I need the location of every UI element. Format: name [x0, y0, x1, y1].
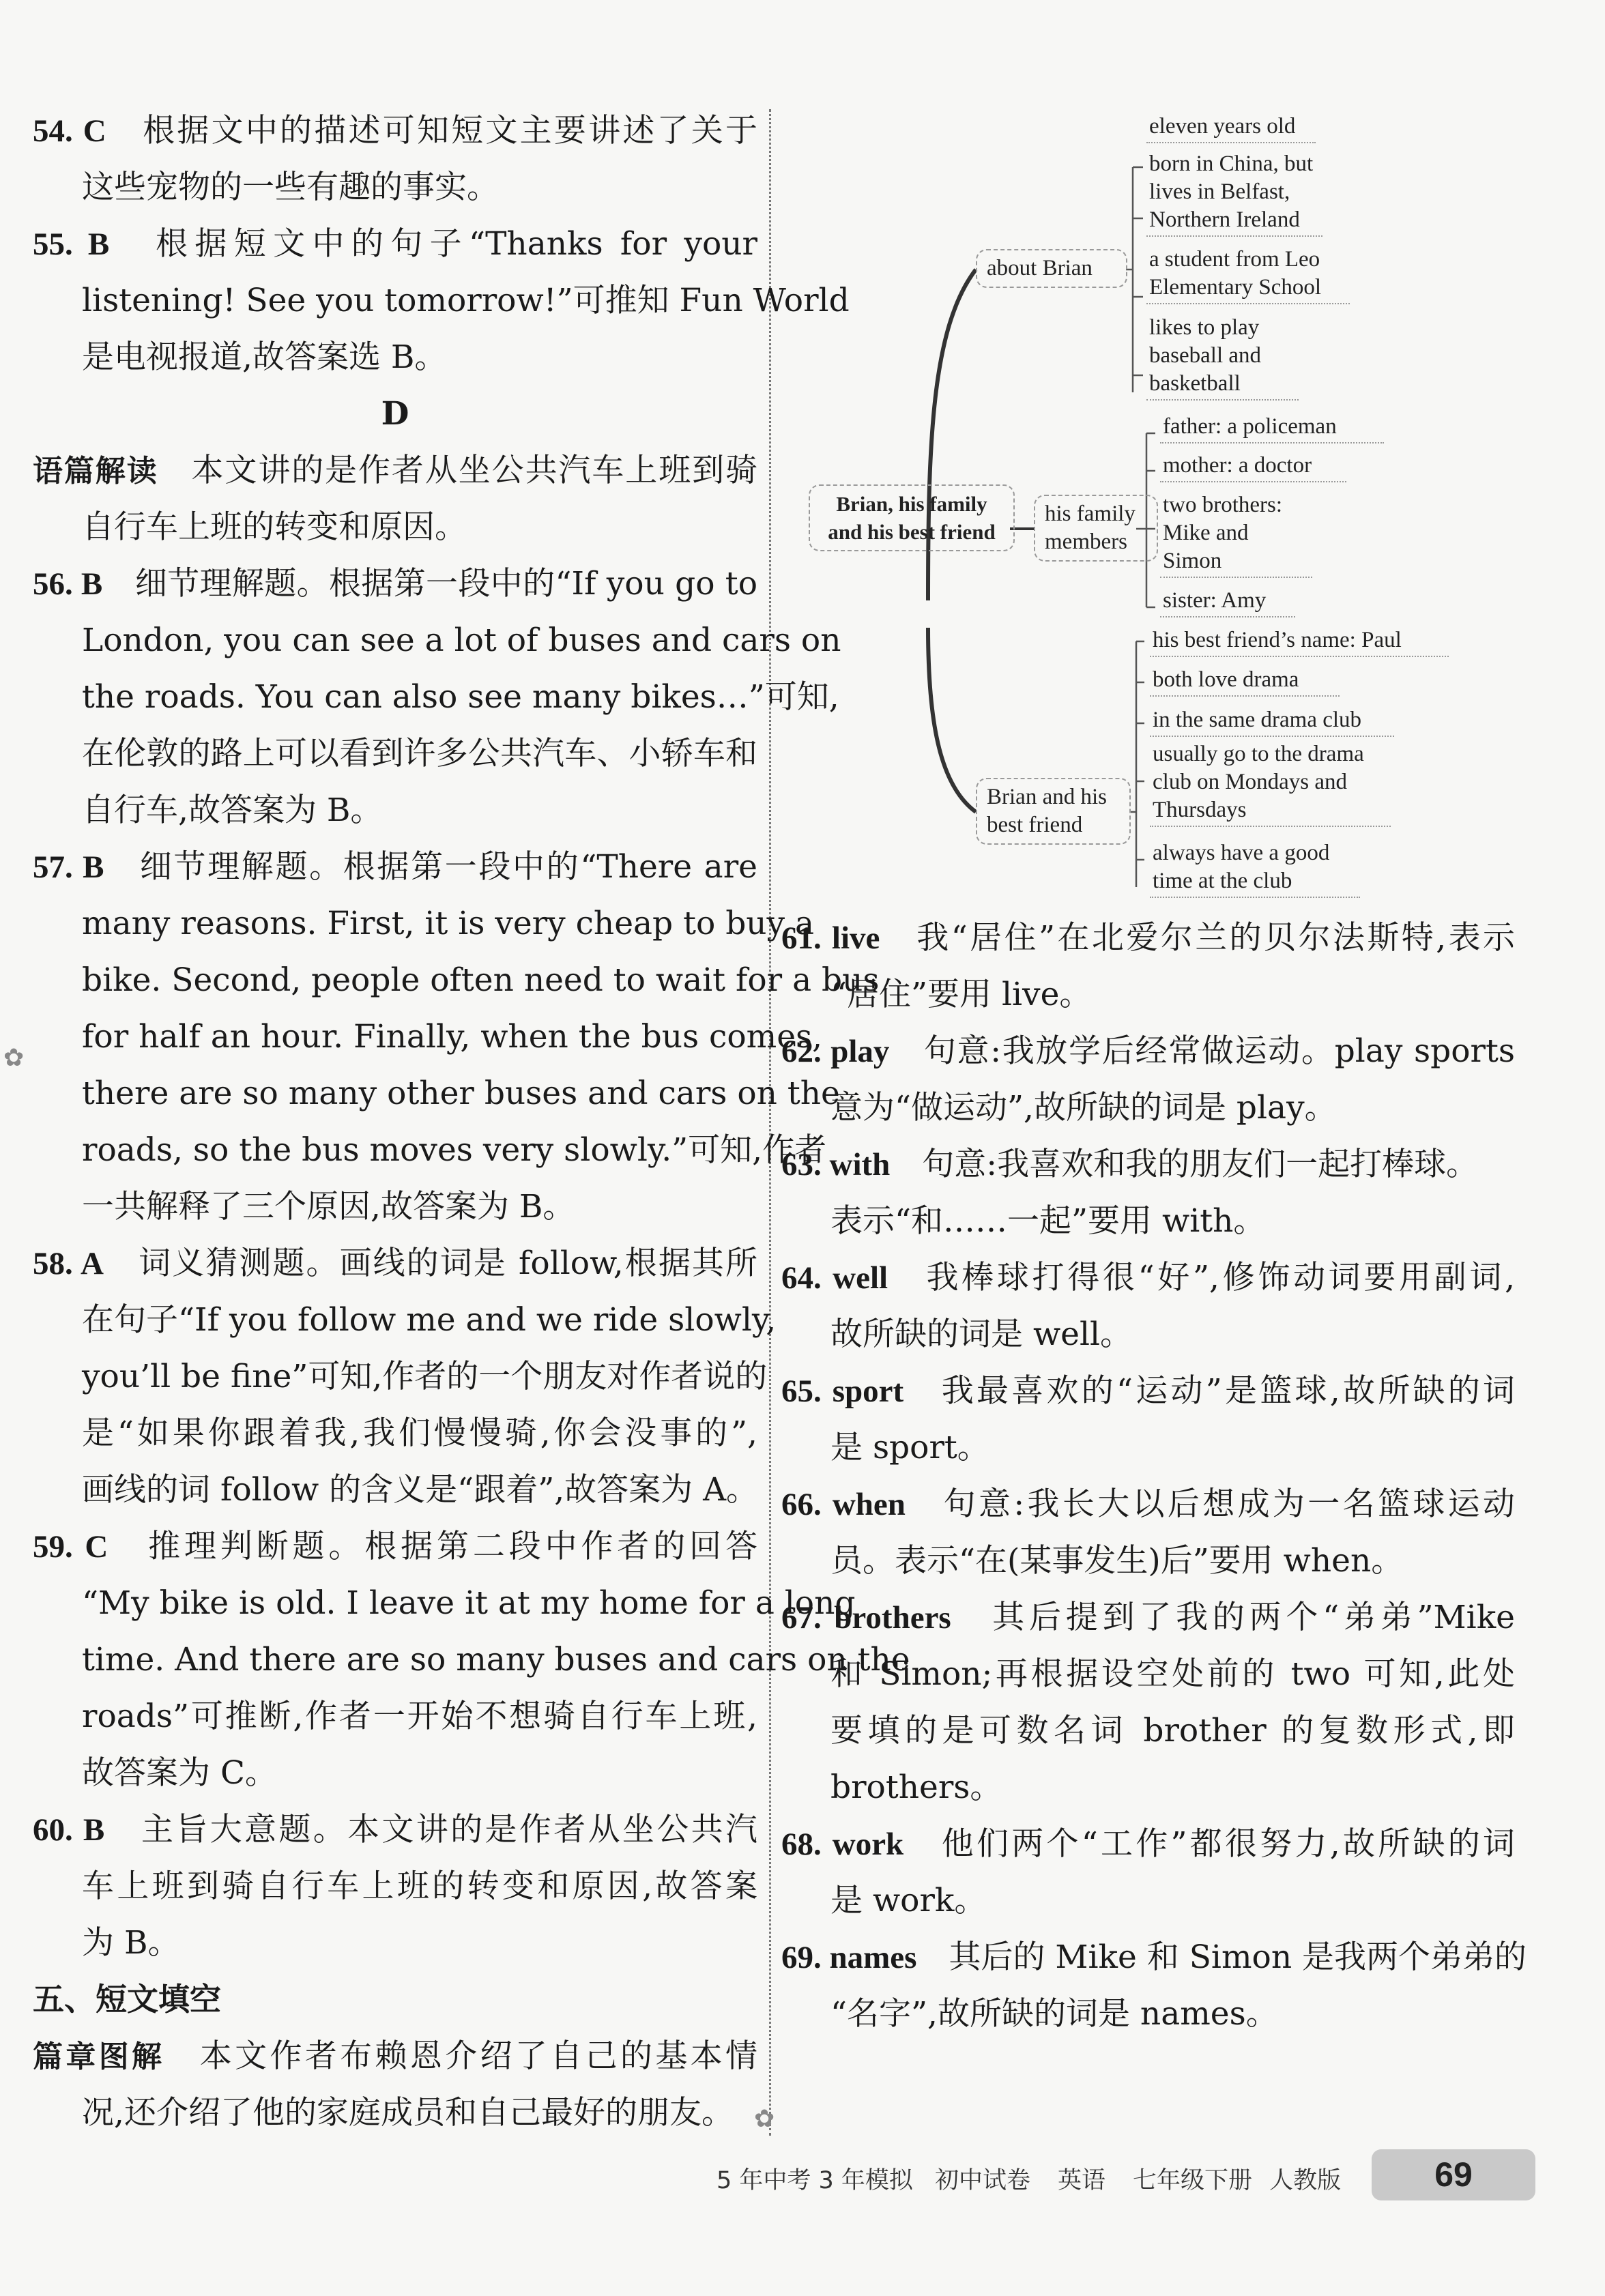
- text-line: [781, 910, 1515, 966]
- question-number: 67. brothers: [781, 1600, 951, 1636]
- line-text: D: [381, 395, 409, 433]
- line-text: 是电视报道,故答案选 B。: [82, 338, 447, 376]
- question-number: 54. C: [33, 113, 106, 149]
- mindmap-leaf: his best friend’s name: Paul: [1150, 626, 1449, 657]
- question-number: 63. with: [781, 1147, 891, 1182]
- question-number: 55. B: [33, 227, 110, 262]
- line-text: 我“居住”在北爱尔兰的贝尔法斯特,表示: [916, 919, 1516, 957]
- line-text: 是 work。: [830, 1882, 987, 1919]
- mindmap-leaf: in the same drama club: [1150, 706, 1394, 737]
- text-line: [33, 102, 757, 159]
- line-text: 画线的词 follow 的含义是“跟着”,故答案为 A。: [82, 1471, 759, 1509]
- line-text: 词义猜测题。画线的词是 follow,根据其所: [139, 1245, 757, 1282]
- mindmap-leaf: eleven years old: [1146, 113, 1316, 143]
- page-number: 69: [1372, 2149, 1535, 2200]
- text-line: [781, 1193, 1515, 1249]
- text-line: [33, 159, 757, 216]
- line-text: 是 sport。: [830, 1429, 989, 1466]
- line-text: 在伦敦的路上可以看到许多公共汽车、小轿车和: [82, 735, 757, 772]
- text-line: [781, 1079, 1515, 1136]
- text-line: [33, 1405, 757, 1462]
- text-line: [33, 1122, 827, 1178]
- section-keyword: 篇章图解: [33, 2039, 165, 2074]
- line-text: 故所缺的词是 well。: [830, 1316, 1133, 1353]
- section-letter: [33, 386, 757, 442]
- line-text: you’ll be fine”可知,作者的一个朋友对作者说的: [82, 1358, 768, 1395]
- line-text: 句意:我喜欢和我的朋友们一起打棒球。: [922, 1146, 1479, 1183]
- line-text: there are so many other buses and cars on the: [82, 1075, 840, 1112]
- line-text: 员。表示“在(某事发生)后”要用 when。: [830, 1542, 1404, 1580]
- mindmap-leaf: father: a policeman: [1160, 413, 1384, 444]
- text-line: [781, 1476, 1515, 1532]
- line-text: 根据短文中的句子“Thanks for your: [156, 225, 757, 263]
- line-text: 和 Simon;再根据设空处前的 two 可知,此处: [830, 1655, 1515, 1693]
- text-line: [33, 1745, 757, 1801]
- question-number: 58. A: [33, 1246, 104, 1281]
- line-text: brothers。: [830, 1769, 1002, 1806]
- question-number: 69. names: [781, 1940, 917, 1975]
- right-column: [781, 910, 1527, 2042]
- text-line: [33, 895, 815, 952]
- text-line: [33, 839, 757, 895]
- text-line: [781, 1872, 1515, 1929]
- text-line: [781, 1249, 1515, 1306]
- footer-subject: 英语: [1058, 2167, 1106, 2194]
- line-text: 自行车上班的转变和原因。: [82, 508, 467, 546]
- mindmap-center-node: Brian, his family and his best friend: [809, 484, 1015, 551]
- text-line: [33, 1462, 757, 1518]
- mindmap-leaf: two brothers: Mike and Simon: [1160, 491, 1312, 578]
- footer-edition: 人教版: [1269, 2167, 1342, 2194]
- text-line: [33, 1575, 856, 1631]
- text-line: [781, 1929, 1527, 1986]
- line-text: London, you can see a lot of buses and cars on: [82, 622, 841, 659]
- text-line: [33, 216, 757, 272]
- line-text: 为 B。: [82, 1924, 180, 1962]
- text-line: [33, 669, 839, 725]
- text-line: [33, 329, 757, 386]
- footer-type: 初中试卷: [935, 2167, 1031, 2194]
- line-text: 本文作者布赖恩介绍了自己的基本情: [199, 2037, 758, 2075]
- binding-mark-icon: ✿: [754, 2105, 775, 2133]
- mindmap-leaf: both love drama: [1150, 666, 1340, 697]
- line-text: 要填的是可数名词 brother 的复数形式,即: [830, 1712, 1515, 1749]
- mindmap-leaf: a student from Leo Elementary School: [1146, 246, 1350, 304]
- text-line: [33, 2084, 757, 2141]
- line-text: 本文讲的是作者从坐公共汽车上班到骑: [191, 452, 758, 489]
- text-line: [33, 725, 757, 782]
- line-text: 主旨大意题。本文讲的是作者从坐公共汽: [141, 1811, 758, 1848]
- question-number: 57. B: [33, 849, 104, 885]
- line-text: 一共解释了三个原因,故答案为 B。: [82, 1188, 575, 1225]
- footer-book: 5 年中考 3 年模拟: [717, 2167, 913, 2194]
- line-text: 在句子“If you follow me and we ride slowly,: [82, 1301, 777, 1339]
- line-text: 细节理解题。根据第一段中的“There are: [139, 848, 757, 886]
- line-text: the roads. You can also see many bikes…”可知,: [82, 678, 839, 716]
- line-text: 是“如果你跟着我,我们慢慢骑,你会没事的”,: [82, 1414, 757, 1452]
- text-line: [33, 1065, 840, 1122]
- line-text: 表示“和……一起”要用 with。: [830, 1202, 1266, 1240]
- text-line: [781, 1759, 1515, 1816]
- mindmap-leaf: mother: a doctor: [1160, 452, 1346, 482]
- text-line: [33, 1688, 757, 1745]
- mindmap-leaf: likes to play baseball and basketball: [1146, 314, 1299, 401]
- binding-mark-icon: ✿: [3, 1044, 25, 1072]
- text-line: [33, 782, 757, 839]
- text-line: [781, 1589, 1515, 1646]
- section-keyword: 语篇解读: [33, 454, 158, 489]
- line-text: 五、短文填空: [33, 1981, 221, 2018]
- mindmap-branch-best-friend: Brian and his best friend: [976, 778, 1131, 845]
- line-text: “居住”要用 live。: [830, 976, 1092, 1013]
- question-number: 65. sport: [781, 1374, 904, 1409]
- question-number: 61. live: [781, 920, 880, 956]
- mindmap-leaf: born in China, but lives in Belfast, Northern Ireland: [1146, 150, 1322, 237]
- line-text: 况,还介绍了他的家庭成员和自己最好的朋友。: [82, 2094, 734, 2132]
- line-text: 其后的 Mike 和 Simon 是我两个弟弟的: [949, 1938, 1527, 1976]
- text-line: [33, 555, 757, 612]
- text-line: [33, 1631, 910, 1688]
- text-line: [33, 1858, 757, 1915]
- footer-grade: 七年级下册: [1133, 2167, 1253, 2194]
- mind-map: [781, 102, 1515, 901]
- line-text: bike. Second, people often need to wait for a bus: [82, 961, 880, 999]
- text-line: [781, 1646, 1515, 1702]
- line-text: 句意:我放学后经常做运动。play sports: [923, 1032, 1516, 1070]
- text-line: [33, 499, 757, 555]
- line-text: 细节理解题。根据第一段中的“If you go to: [134, 565, 757, 602]
- text-line: [781, 1306, 1515, 1363]
- question-number: 56. B: [33, 566, 103, 602]
- text-line: [33, 1518, 757, 1575]
- line-text: 车上班到骑自行车上班的转变和原因,故答案: [82, 1868, 757, 1905]
- text-line: [33, 1008, 823, 1065]
- text-line: [33, 2028, 757, 2084]
- line-text: time. And there are so many buses and cars on the: [82, 1641, 910, 1679]
- text-line: [33, 1178, 757, 1235]
- text-line: [781, 1986, 1515, 2042]
- text-line: [33, 1235, 757, 1292]
- text-line: [33, 952, 880, 1008]
- line-text: 故答案为 C。: [82, 1754, 277, 1792]
- line-text: 推理判断题。根据第二段中作者的回答: [148, 1528, 758, 1565]
- mindmap-leaf: usually go to the drama club on Mondays and Thursdays: [1150, 740, 1391, 827]
- line-text: listening! See you tomorrow!”可推知 Fun World: [82, 282, 850, 319]
- text-line: [33, 1801, 757, 1858]
- text-line: [33, 1348, 768, 1405]
- line-text: 这些宠物的一些有趣的事实。: [82, 169, 499, 206]
- mindmap-leaf: sister: Amy: [1160, 587, 1295, 617]
- line-text: 意为“做运动”,故所缺的词是 play。: [830, 1089, 1337, 1127]
- text-line: [33, 1915, 757, 1971]
- section-heading: [33, 1971, 757, 2028]
- line-text: 他们两个“工作”都很努力,故所缺的词: [941, 1825, 1516, 1863]
- line-text: 我棒球打得很“好”,修饰动词要用副词,: [926, 1259, 1516, 1296]
- line-text: 其后提到了我的两个“弟弟”Mike: [992, 1599, 1515, 1636]
- text-line: [781, 1532, 1515, 1589]
- text-line: [781, 1136, 1515, 1193]
- line-text: 自行车,故答案为 B。: [82, 791, 383, 829]
- line-text: for half an hour. Finally, when the bus comes,: [82, 1018, 823, 1056]
- line-text: 句意:我长大以后想成为一名篮球运动: [943, 1485, 1516, 1523]
- text-line: [781, 1023, 1515, 1079]
- line-text: many reasons. First, it is very cheap to buy a: [82, 905, 815, 942]
- line-text: “My bike is old. I leave it at my home for a long: [82, 1584, 856, 1622]
- text-line: [781, 1363, 1515, 1419]
- text-line: [33, 442, 757, 499]
- line-text: “名字”,故所缺的词是 names。: [830, 1995, 1278, 2033]
- question-number: 66. when: [781, 1487, 906, 1522]
- line-text: 我最喜欢的“运动”是篮球,故所缺的词: [941, 1372, 1516, 1410]
- text-line: [33, 612, 841, 669]
- text-line: [33, 272, 850, 329]
- text-line: [781, 1816, 1515, 1872]
- line-text: 根据文中的描述可知短文主要讲述了关于: [143, 112, 758, 149]
- text-line: [781, 1702, 1515, 1759]
- question-number: 64. well: [781, 1260, 888, 1296]
- mindmap-branch-family: his family members: [1034, 495, 1158, 562]
- question-number: 60. B: [33, 1812, 105, 1848]
- text-line: [781, 966, 1515, 1023]
- question-number: 59. C: [33, 1529, 109, 1565]
- line-text: roads”可推断,作者一开始不想骑自行车上班,: [82, 1698, 757, 1735]
- question-number: 68. work: [781, 1827, 904, 1862]
- mindmap-branch-about-brian: about Brian: [976, 249, 1127, 288]
- text-line: [33, 1292, 777, 1348]
- question-number: 62. play: [781, 1034, 890, 1069]
- mindmap-leaf: always have a good time at the club: [1150, 839, 1360, 898]
- line-text: roads, so the bus moves very slowly.”可知,作者: [82, 1131, 827, 1169]
- text-line: [781, 1419, 1515, 1476]
- page-footer: [717, 2149, 1515, 2204]
